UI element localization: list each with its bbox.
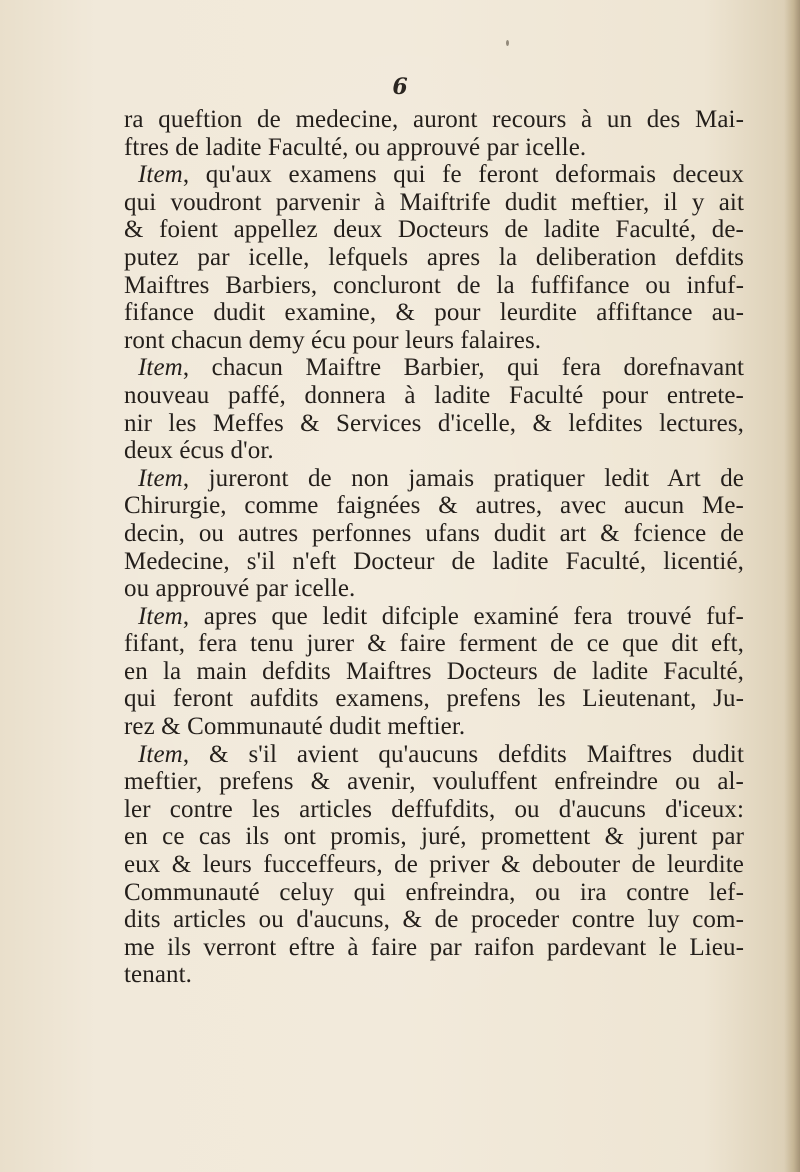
line-text: Maiftres Barbiers, concluront de la fuffifance ou infuf-: [124, 271, 744, 299]
text-line: [124, 410, 744, 438]
text-line: [124, 879, 744, 907]
text-line: [124, 823, 744, 851]
line-text: ront chacun demy écu pour leurs falaires.: [124, 326, 542, 354]
body-text: [124, 106, 744, 989]
line-text: , chacun Maiftre Barbier, qui fera dorefnavant: [182, 354, 744, 382]
item-heading-word: Item: [138, 161, 183, 189]
line-text: putez par icelle, lefquels apres la deliberation defdits: [124, 243, 744, 271]
line-text: ou approuvé par icelle.: [124, 575, 356, 603]
line-text: ra queftion de medecine, auront recours à un des Mai-: [124, 106, 744, 133]
text-line: [124, 548, 744, 576]
line-text: dits articles ou d'aucuns, & de proceder contre luy com-: [124, 906, 744, 934]
line-text: fifance dudit examine, & pour leurdite affiftance au-: [124, 299, 744, 327]
line-text: fifant, fera tenu jurer & faire ferment de ce que dit eft,: [124, 630, 744, 658]
line-text: ftres de ladite Faculté, ou approuvé par icelle.: [124, 133, 587, 161]
line-text: , qu'aux examens qui fe feront deformais deceux: [182, 161, 744, 189]
line-text: Medecine, s'il n'eft Docteur de ladite Faculté, licentié,: [124, 547, 744, 575]
text-line: [124, 272, 744, 300]
text-line: [124, 934, 744, 962]
line-text: decin, ou autres perfonnes ufans dudit art & fcience de: [124, 519, 744, 547]
line-text: Chirurgie, comme faignées & autres, avec aucun Me-: [124, 492, 744, 520]
line-text: , & s'il avient qu'aucuns defdits Maiftres dudit: [182, 740, 744, 768]
line-text: eux & leurs fucceffeurs, de priver & debouter de leurdite: [124, 851, 744, 879]
line-text: Communauté celuy qui enfreindra, ou ira contre lef-: [124, 878, 744, 906]
text-line: [124, 354, 744, 382]
line-text: ler contre les articles deffufdits, ou d'aucuns d'iceux:: [124, 795, 744, 823]
text-line: [124, 134, 744, 162]
text-line: [124, 216, 744, 244]
text-line: [124, 244, 744, 272]
text-line: [124, 851, 744, 879]
line-text: me ils verront eftre à faire par raifon pardevant le Lieu-: [124, 933, 744, 961]
line-text: en la main defdits Maiftres Docteurs de ladite Faculté,: [124, 657, 744, 685]
text-line: [124, 713, 744, 741]
text-line: [124, 327, 744, 355]
text-line: [124, 906, 744, 934]
text-line: [124, 658, 744, 686]
text-line: [124, 382, 744, 410]
text-line: [124, 520, 744, 548]
text-line: [124, 630, 744, 658]
line-text: , jureront de non jamais pratiquer ledit Art de: [182, 464, 744, 492]
text-line: [124, 189, 744, 217]
item-heading-word: Item: [138, 354, 183, 382]
item-heading-word: Item: [138, 464, 183, 492]
line-text: tenant.: [124, 961, 193, 989]
text-line: [124, 161, 744, 189]
line-text: rez & Communauté dudit meftier.: [124, 713, 466, 741]
text-line: [124, 299, 744, 327]
item-heading-word: Item: [138, 602, 183, 630]
text-line: [124, 796, 744, 824]
line-text: en ce cas ils ont promis, juré, promettent & jurent par: [124, 823, 744, 851]
text-line: [124, 961, 744, 989]
text-line: [124, 741, 744, 769]
page-edge-shadow: [784, 0, 800, 1172]
text-line: [124, 685, 744, 713]
paper-speck: [506, 40, 509, 46]
line-text: meftier, prefens & avenir, vouluffent enfreindre ou al-: [124, 768, 744, 796]
text-line: [124, 106, 744, 134]
text-line: [124, 492, 744, 520]
line-text: , apres que ledit difciple examiné fera trouvé fuf-: [182, 602, 744, 630]
page-number: 6: [392, 74, 408, 100]
line-text: nouveau paffé, donnera à ladite Faculté pour entrete-: [124, 381, 744, 409]
text-line: [124, 437, 744, 465]
item-heading-word: Item: [138, 740, 183, 768]
line-text: & foient appellez deux Docteurs de ladite Faculté, de-: [124, 216, 744, 244]
line-text: deux écus d'or.: [124, 437, 274, 465]
line-text: qui feront aufdits examens, prefens les Lieutenant, Ju-: [124, 685, 744, 713]
text-line: [124, 465, 744, 493]
text-line: [124, 603, 744, 631]
line-text: qui voudront parvenir à Maiftrife dudit meftier, il y ait: [124, 188, 744, 216]
line-text: nir les Meffes & Services d'icelle, & lefdites lectures,: [124, 409, 744, 437]
text-line: [124, 575, 744, 603]
text-line: [124, 768, 744, 796]
